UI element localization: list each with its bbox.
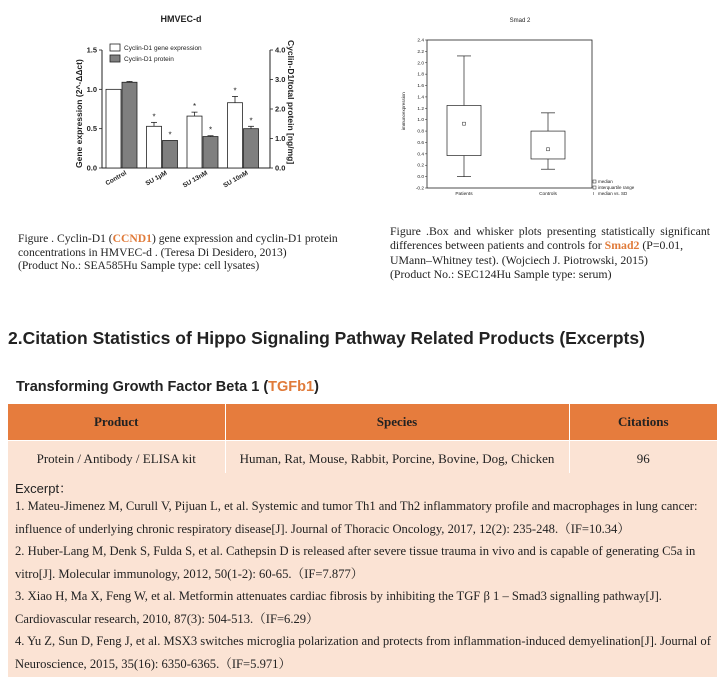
y-tick-label: 1.0 [86,84,97,94]
y-tick-label: 1.0 [417,118,424,124]
y-tick-label: 0.0 [417,175,424,181]
tgfb1-highlight: TGFb1 [268,379,315,395]
cell-citations: 96 [569,441,717,478]
right-figure-caption: Figure .Box and whisker plots presenting statistically significant differences between patients and controls for Smad2 (P=0.01, UMann–Whitney test). (Wojciech J. Piotrowski, 2015) (Product No.: SEC124Hu Sample type: serum) [390,224,710,282]
y-tick-label: 1.8 [417,72,424,78]
y-tick-label: 1.2 [417,106,424,112]
smad2-highlight: Smad2 [604,238,640,253]
y-axis-label: Gene expression (2^-ΔΔct) [74,59,84,168]
y-tick-label: 0.6 [417,140,424,146]
y-tick-label: 1.5 [86,45,97,55]
bar [244,129,259,168]
y-tick-label: 0.8 [417,129,424,135]
y2-tick-label: 1.0 [275,134,286,143]
svg-text:interquartile range: interquartile range [598,185,635,190]
y2-tick-label: 4.0 [275,45,286,55]
y2-tick-label: 0.0 [275,163,286,173]
chart-title: Smad 2 [509,18,531,24]
chart-title: HMVEC-d [160,14,202,24]
bar [203,137,218,168]
y-tick-label: 0.5 [86,124,97,134]
iqr-box [531,131,565,159]
bar [122,82,137,168]
y2-tick-label: 3.0 [275,75,286,84]
y-tick-label: 2.0 [417,61,424,67]
legend-swatch-protein [110,55,120,62]
legend-swatch-gene [110,44,120,51]
y-tick-label: -0.2 [415,186,424,192]
cyclin-d1-bar-chart [60,8,310,208]
smad2-box-plot [390,12,640,202]
y-tick-label: 2.2 [417,49,424,55]
significance-star: * [249,116,253,126]
citation-table [8,404,717,477]
cell-product: Protein / Antibody / ELISA kit [8,441,225,478]
excerpt-box [8,473,717,677]
reference-1: 1. Mateu-Jimenez M, Curull V, Pijuan L, et al. Systemic and tumor Th1 and Th2 inflammatory profile and macrophages in lung cancer: influence of underlying chronic respiratory disease[J]. Journal of Thoracic Oncology, 2017, 12(2): 235-248.（IF=10.34） [15,499,698,536]
significance-star: * [192,102,197,112]
svg-text:median: median [598,179,613,184]
significance-star: * [168,130,172,140]
legend-protein: Cyclin-D1 protein [124,56,174,63]
significance-star: * [208,125,213,135]
y-tick-label: 2.4 [417,38,424,44]
x-tick-label: Patients [455,192,473,197]
reference-3: 3. Xiao H, Ma X, Feng W, et al. Metformin attenuates cardiac fibrosis by inhibiting the TGF β 1 – Smad3 signalling pathway[J]. Cardiovascular research, 2010, 87(3): 504-513.（IF=6.29） [15,589,662,626]
legend-gene-expression: Cyclin-D1 gene expression [124,45,202,52]
significance-star: * [152,112,156,122]
left-figure-caption: Figure . Cyclin-D1 (CCND1) gene expression and cyclin-D1 protein concentrations in HMVEC-d . (Teresa Di Desidero, 2013) (Product No.: SEA585Hu Sample type: cell lysates) [18,232,338,273]
box-legend [593,179,635,196]
significance-star: * [233,86,237,96]
cell-species: Human, Rat, Mouse, Rabbit, Porcine, Bovine, Dog, Chicken [225,441,569,478]
bar [187,116,202,168]
bar [163,140,178,168]
section-title: 2.Citation Statistics of Hippo Signaling Pathway Related Products (Excerpts) [8,328,645,348]
x-tick-label: Controls [539,192,557,197]
ccnd1-highlight: CCND1 [112,232,152,245]
y-tick-label: 0.0 [86,163,97,173]
y-tick-label: 1.4 [417,95,424,101]
x-tick-label: SU 1µM [144,169,169,188]
x-tick-label: SU 10nM [222,169,250,190]
header-product: Product [8,404,225,441]
y-tick-label: 0.2 [417,163,424,169]
y2-tick-label: 2.0 [275,104,286,114]
svg-text:median vs. SD: median vs. SD [598,191,628,196]
y-tick-label: 1.6 [417,84,424,90]
header-citations: Citations [569,404,717,441]
reference-4: 4. Yu Z, Sun D, Feng J, et al. MSX3 switches microglia polarization and protects from inflammation-induced demyelination[J]. Journal of Neuroscience, 2015, 35(16): 6350-6365.（IF=5.971） [15,634,711,671]
x-tick-label: Control [104,169,128,188]
header-species: Species [225,404,569,441]
bar [106,89,121,168]
y-tick-label: 0.4 [417,152,424,158]
table-header-row [8,404,717,441]
subsection-title: Transforming Growth Factor Beta 1 (TGFb1) [16,379,319,395]
y-axis-label: immunoexpression [401,92,406,130]
svg-text:I: I [593,191,595,196]
bar [147,126,162,168]
x-tick-label: SU 13nM [181,169,209,190]
bar [228,103,243,168]
y2-axis-label: Cyclin-D1/total protein [ng/mg] [286,40,296,165]
iqr-box [447,105,481,155]
excerpt-title: Excerpt： [15,481,73,496]
table-row [8,441,717,478]
reference-2: 2. Huber-Lang M, Denk S, Fulda S, et al. Cathepsin D is released after severe tissue trauma in vivo and is capable of generating C5a in vitro[J]. Molecular immunology, 2012, 50(1-2): 60-65.（IF=7.877） [15,544,696,581]
